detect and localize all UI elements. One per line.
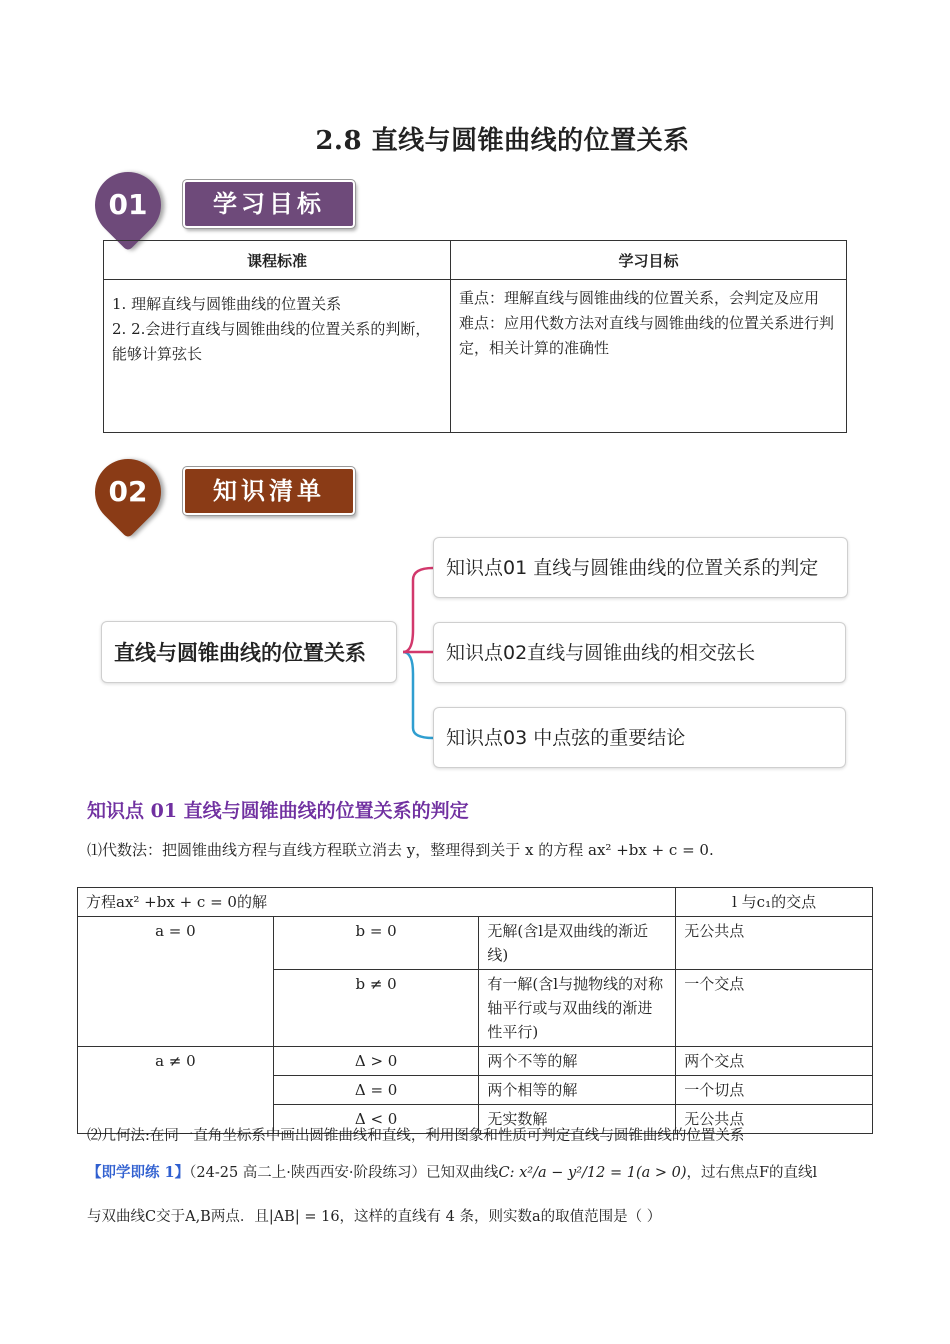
objectives-header-goal: 学习目标 <box>451 241 847 280</box>
mindmap-branch-label: 知识点02直线与圆锥曲线的相交弦长 <box>446 642 756 664</box>
result-cell: 一个切点 <box>676 1076 873 1105</box>
mindmap-branch-label: 知识点01 直线与圆锥曲线的位置关系的判定 <box>446 557 819 579</box>
result-cell: 无公共点 <box>676 917 873 970</box>
case-a-nonzero: a ≠ 0 <box>78 1047 274 1134</box>
exercise-formula: C: x²/a − y²/12 = 1(a > 0) <box>498 1165 687 1181</box>
goal-item: 重点：理解直线与圆锥曲线的位置关系，会判定及应用 <box>459 289 820 307</box>
case-a-zero: a = 0 <box>78 917 274 1047</box>
solution-cell: 两个不等的解 <box>479 1047 676 1076</box>
table-header-intersection: l 与c₁的交点 <box>676 888 873 917</box>
table-header-equation: 方程ax² +bx + c = 0的解 <box>78 888 676 917</box>
mindmap-root-label: 直线与圆锥曲线的位置关系 <box>114 641 366 665</box>
cond-cell: b = 0 <box>273 917 479 970</box>
objectives-standard-cell <box>104 280 451 433</box>
mindmap-branch-1 <box>433 537 848 598</box>
section2-banner: 知识清单 <box>183 467 355 515</box>
page-title: 2.8 直线与圆锥曲线的位置关系 <box>315 126 690 156</box>
result-cell: 无公共点 <box>676 1105 873 1134</box>
kp1-title: 知识点 01 直线与圆锥曲线的位置关系的判定 <box>87 800 469 822</box>
cond-cell: b ≠ 0 <box>273 970 479 1047</box>
goal-item: 难点：应用代数方法对直线与圆锥曲线的位置关系进行判定，相关计算的准确性 <box>459 314 835 357</box>
kp1-geometry-text: ⑵几何法:在同一直角坐标系中画出圆锥曲线和直线，利用图象和性质可判定直线与圆锥曲线的位置关系 <box>87 1128 745 1144</box>
kp1-algebra-text: ⑴代数法：把圆锥曲线方程与直线方程联立消去 y，整理得到关于 x 的方程 ax² +bx + c = 0. <box>87 841 714 859</box>
mindmap-root <box>101 621 397 683</box>
mindmap-branch-3 <box>433 707 846 768</box>
standard-item: 1. 理解直线与圆锥曲线的位置关系 <box>112 295 342 313</box>
solution-table <box>77 887 873 1134</box>
solution-cell: 有一解(含l与抛物线的对称轴平行或与双曲线的渐进性平行) <box>479 970 676 1047</box>
cond-cell: Δ = 0 <box>273 1076 479 1105</box>
mindmap-branch-2 <box>433 622 846 683</box>
solution-cell: 无解(含l是双曲线的渐近线) <box>479 917 676 970</box>
exercise-1-line1 <box>87 1161 877 1185</box>
exercise-text-tail: ，过右焦点F的直线l <box>686 1165 818 1181</box>
exercise-1-line2: 与双曲线C交于A,B两点．且|AB| = 16，这样的直线有 4 条，则实数a的取值范围是（ ） <box>87 1209 662 1225</box>
section2-number: 02 <box>108 475 148 508</box>
section1-number: 01 <box>108 188 148 221</box>
objectives-table <box>103 240 847 433</box>
solution-cell: 无实数解 <box>479 1105 676 1134</box>
objectives-goal-cell <box>451 280 847 433</box>
section1-banner: 学习目标 <box>183 180 355 228</box>
mindmap-branch-label: 知识点03 中点弦的重要结论 <box>446 727 686 749</box>
connector-upper <box>403 568 433 652</box>
exercise-text: （24-25 高二上·陕西西安·阶段练习）已知双曲线 <box>189 1165 499 1181</box>
exercise-label: 【即学即练 1】 <box>87 1164 190 1181</box>
cond-cell: Δ > 0 <box>273 1047 479 1076</box>
cond-cell: Δ < 0 <box>273 1105 479 1134</box>
objectives-header-standard: 课程标准 <box>104 241 451 280</box>
result-cell: 一个交点 <box>676 970 873 1047</box>
standard-item: 2. 2.会进行直线与圆锥曲线的位置关系的判断，能够计算弦长 <box>112 320 431 363</box>
result-cell: 两个交点 <box>676 1047 873 1076</box>
connector-lower <box>403 652 433 738</box>
solution-cell: 两个相等的解 <box>479 1076 676 1105</box>
